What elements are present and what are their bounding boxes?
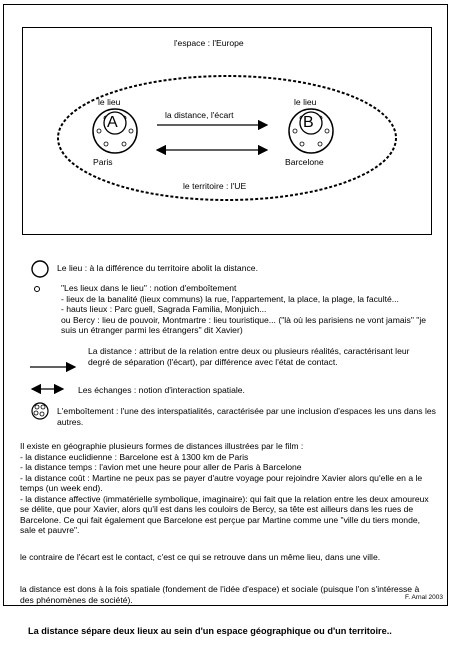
place-b-letter: B [303,114,314,131]
place-a-city: Paris [93,157,113,167]
legend-item-place: Le lieu : à la différence du territoire abolit la distance. [57,263,258,273]
place-a-dot [97,129,101,133]
body-paragraph-contact: le contraire de l'écart est le contact, c'est ce qui se retrouve dans un même lieu, dans une ville. [20,552,381,562]
place-a-letter: A [107,114,118,131]
legend-item-distance: La distance : attribut de la relation entre deux ou plusieurs réalités, caractérisant leur degré de séparation (l'écart), par différence avec l'état de contact. [88,346,410,367]
place-b-dot [318,142,322,146]
legend-item-places-in-place: "Les lieux dans le lieu" : notion d'emboîtement - lieux de la banalité (lieux communs) la rue, l'appartement, la place, la plage, la faculté... - hauts lieux : Parc guell, Sagrada Familia, Monjuich... ou Bercy : lieu de pouvoir, Montmartre : lieu touristique... ("là où les parisiens ne vont jamais" "je suis un étranger parmi les étrangers" dit Xavier) [61,283,427,335]
place-a-dot [129,129,133,133]
place-a-dot [104,142,108,146]
place-b-dot [293,129,297,133]
place-b-city: Barcelone [285,157,324,167]
body-paragraph-distances: Il existe en géographie plusieurs formes de distances illustrées par le film : - la distance euclidienne : Barcelone est à 1300 km de Paris - la distance temps : l'avion met une heure pour aller de Paris à Barcelone - la distance coût : Martine ne peux pas se payer d'autre voyage pour rejoindre Xavier alors qu'elle en a le temps (un week end). - la distance affective (immatérielle symbolique, imaginaire): qui fait que la relation entre les deux amoureux se délite, que pour Xavier, alors qu'il est dans les couloirs de Bercy, sa tête est ailleurs dans les rues de Barcelone. Ce qui fait également que Barcelone est perçue par Martine comme une "ville du tiers monde, sale et pauvre". [20,441,429,535]
place-b-dot [325,129,329,133]
place-a-dot [122,142,126,146]
legend-nested-circles-symbol [32,403,48,419]
credit: F. Arnal 2003 [405,594,443,601]
body-paragraph-spatial-social: la distance est dons à la fois spatiale (fondement de l'idée d'espace) et sociale (puisque l'on s'intéresse à des phénomènes de société). [20,584,420,605]
place-b-dot [300,142,304,146]
legend-small-circle-symbol [35,287,40,292]
distance-label: la distance, l'écart [165,110,234,120]
legend-large-circle-symbol [32,261,48,277]
place-b-top-label: le lieu [294,97,317,107]
legend-item-exchanges: Les échanges : notion d'interaction spatiale. [78,385,245,395]
place-a-top-label: le lieu [98,97,121,107]
territory-label: le territoire : l'UE [183,181,247,191]
figure-caption: La distance sépare deux lieux au sein d'un espace géographique ou d'un territoire.. [28,626,392,636]
space-label: l'espace : l'Europe [174,38,244,48]
legend-item-nesting: L'emboîtement : l'une des interspatialités, caractérisée par une inclusion d'espaces les uns dans les autres. [57,406,436,427]
